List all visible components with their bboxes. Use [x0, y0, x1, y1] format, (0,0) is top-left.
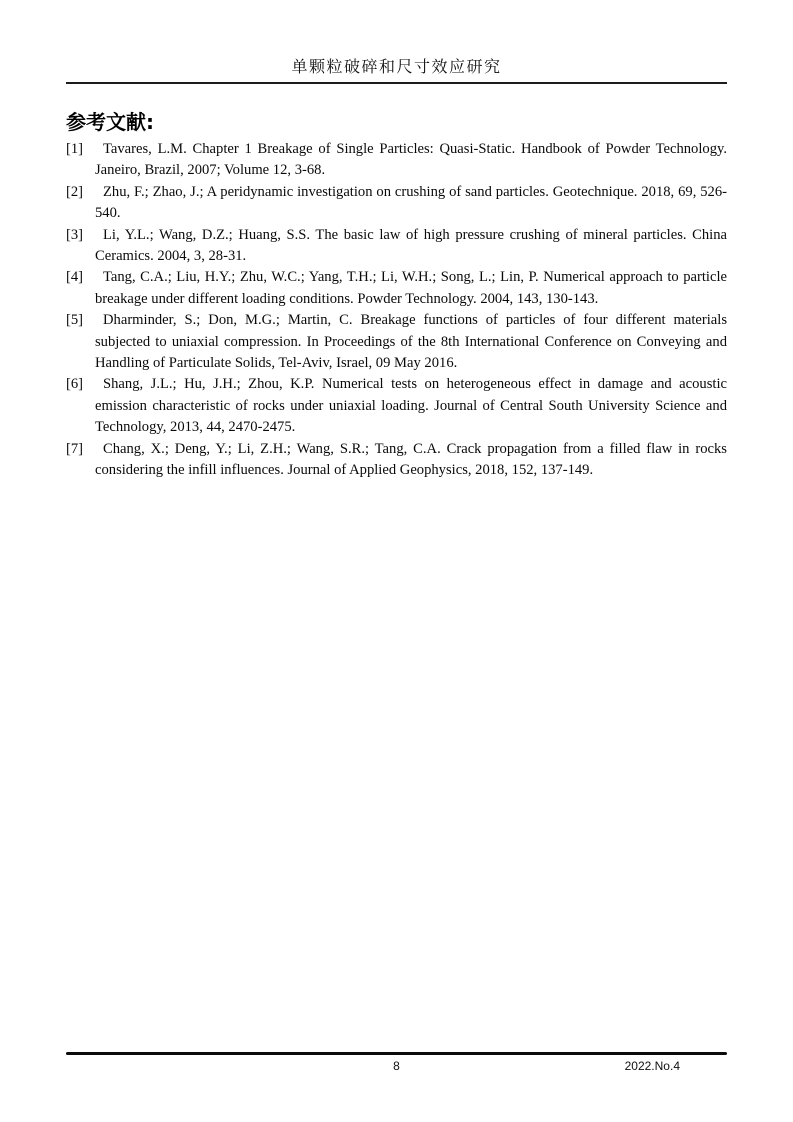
running-header-title: 单颗粒破碎和尺寸效应研究: [291, 59, 502, 76]
issue-label: 2022.No.4: [624, 1059, 680, 1073]
reference-item-6: [66, 374, 727, 438]
reference-item-7: [66, 439, 727, 482]
reference-label: [4]: [66, 269, 84, 286]
reference-label: [3]: [66, 226, 84, 243]
reference-text: Dharminder, S.; Don, M.G.; Martin, C. Breakage functions of particles of four different materials subjected to uniaxial compression. In Proceedings of the 8th International Conference on Conveying and Handling of Particulate Solids, Tel-Aviv, Israel, 09 May 2016.: [95, 312, 727, 372]
reference-label: [6]: [66, 376, 84, 393]
reference-text: Chang, X.; Deng, Y.; Li, Z.H.; Wang, S.R.; Tang, C.A. Crack propagation from a filled flaw in rocks considering the infill influences. Journal of Applied Geophysics, 2018, 152, 137-149.: [95, 440, 727, 479]
reference-item-5: [66, 310, 727, 374]
reference-text: Zhu, F.; Zhao, J.; A peridynamic investigation on crushing of sand particles. Geotechnique. 2018, 69, 526-540.: [95, 183, 727, 222]
reference-text: Tang, C.A.; Liu, H.Y.; Zhu, W.C.; Yang, T.H.; Li, W.H.; Song, L.; Lin, P. Numerical approach to particle breakage under different loading conditions. Powder Technology. 2004, 143, 130-143.: [95, 269, 727, 307]
reference-text: Tavares, L.M. Chapter 1 Breakage of Single Particles: Quasi-Static. Handbook of Powder Technology. Janeiro, Brazil, 2007; Volume 12, 3-68.: [95, 141, 727, 179]
header-rule: [66, 82, 727, 84]
reference-text: Li, Y.L.; Wang, D.Z.; Huang, S.S. The basic law of high pressure crushing of mineral particles. China Ceramics. 2004, 3, 28-31.: [95, 226, 727, 265]
reference-text: Shang, J.L.; Hu, J.H.; Zhou, K.P. Numerical tests on heterogeneous effect in damage and acoustic emission characteristic of rocks under uniaxial loading. Journal of Central South University Science and Technology, 2013, 44, 2470-2475.: [95, 376, 727, 436]
reference-label: [7]: [66, 440, 84, 457]
reference-item-3: [66, 225, 727, 268]
references-list: [66, 139, 727, 482]
footer-rule: [66, 1052, 727, 1055]
reference-item-1: [66, 139, 727, 182]
page-number: 8: [393, 1059, 400, 1073]
reference-label: [1]: [66, 141, 84, 157]
references-heading: 参考文献:: [66, 110, 154, 134]
reference-item-2: [66, 182, 727, 225]
reference-label: [5]: [66, 312, 84, 329]
reference-item-4: [66, 267, 727, 310]
reference-label: [2]: [66, 183, 84, 200]
